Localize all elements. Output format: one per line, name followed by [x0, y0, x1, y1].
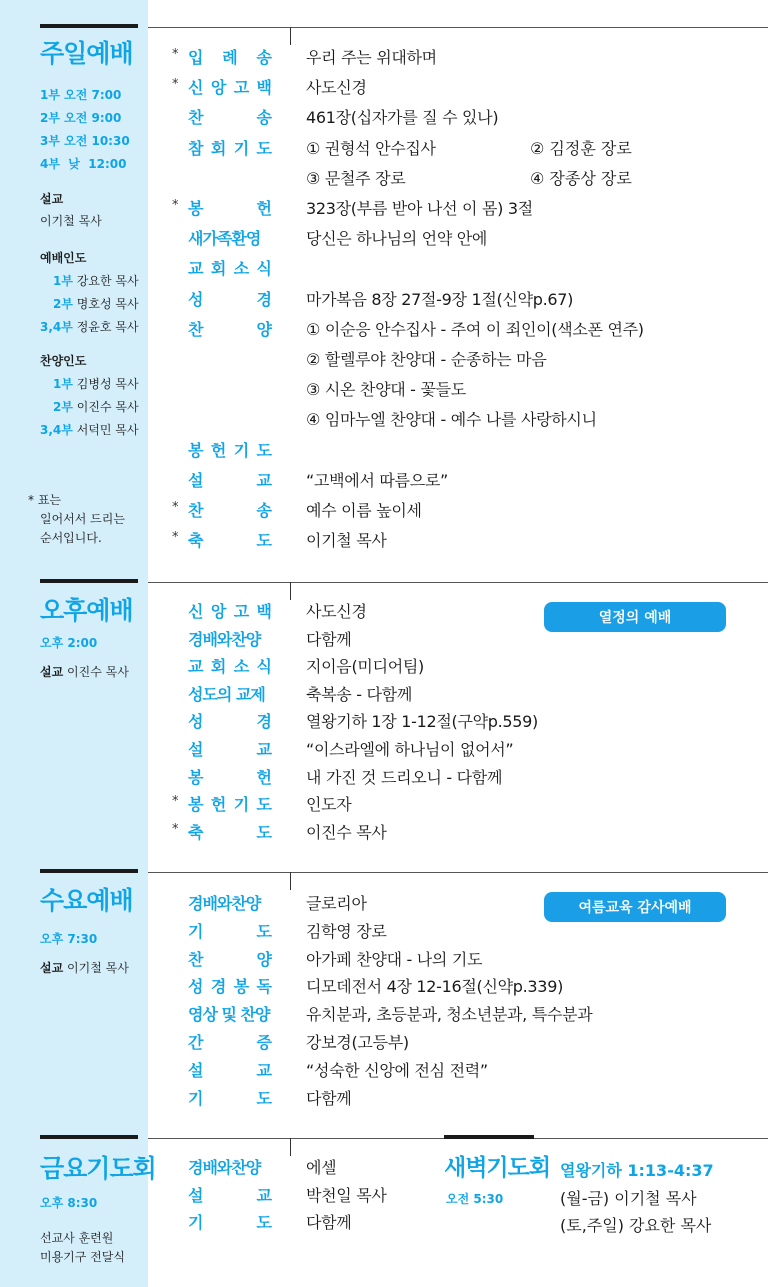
order-label: 성 경 — [188, 289, 272, 309]
order-value: 우리 주는 위대하며 — [306, 48, 437, 67]
order-value: 축복송 - 다함께 — [306, 684, 412, 704]
order-value: 박천일 목사 — [306, 1185, 387, 1205]
order-value: ④ 임마누엘 찬양대 - 예수 나를 사랑하시니 — [306, 410, 597, 430]
order-value: 마가복음 8장 27절-9장 1절(신약p.67) — [306, 289, 574, 309]
order-label: 설 교 — [188, 470, 272, 490]
order-row — [0, 974, 768, 1004]
order-label: 입 례 송 — [188, 48, 272, 67]
order-value: 유치분과, 초등분과, 청소년분과, 특수분과 — [306, 1005, 593, 1025]
order-value: 디모데전서 4장 12-16절(신약p.339) — [306, 977, 564, 997]
order-row — [0, 196, 768, 226]
order-row — [0, 498, 768, 528]
worship-leader-item: 1부 강요한 목사 — [53, 274, 139, 288]
order-label: 봉 헌 — [188, 199, 272, 218]
order-label: 찬 양 — [188, 949, 272, 969]
order-row — [0, 627, 768, 657]
order-value: 지이음(미디어팀) — [306, 657, 424, 677]
order-value: 글로리아 — [306, 894, 367, 913]
service-time: 2부 오전 9:00 — [40, 111, 122, 125]
order-label: 교 회 소 식 — [188, 259, 272, 279]
service-time: 오후 8:30 — [40, 1196, 98, 1210]
dawn-time: 오전 5:30 — [446, 1192, 504, 1206]
order-value: 다함께 — [306, 629, 352, 649]
order-row — [0, 765, 768, 795]
order-value: 예수 이름 높이세 — [306, 501, 422, 520]
praise-leader-item: 3,4부 서덕민 목사 — [40, 423, 139, 437]
order-row — [0, 947, 768, 977]
order-label: 설 교 — [188, 1060, 272, 1080]
divider-line — [148, 872, 768, 873]
order-row — [0, 45, 768, 75]
order-value: “이스라엘에 하나님이 없어서” — [306, 740, 514, 759]
service-time: 오후 2:00 — [40, 636, 98, 650]
sunday-service-section — [0, 0, 768, 582]
service-theme-badge: 열정의 예배 — [544, 602, 726, 632]
order-value: 김학영 장로 — [306, 921, 387, 941]
order-label: 영상 및 찬양 — [188, 1005, 270, 1025]
friday-note: 미용기구 전달식 — [40, 1250, 125, 1264]
order-label: 봉 헌 기 도 — [188, 440, 272, 460]
standing-star: * — [172, 77, 179, 93]
service-time: 3부 오전 10:30 — [40, 134, 130, 148]
order-label: 성도의 교제 — [188, 684, 265, 704]
service-time: 4부 낮 12:00 — [40, 157, 127, 171]
praise-leader-label: 찬양인도 — [40, 354, 87, 368]
order-label: 새가족환영 — [188, 229, 261, 249]
friday-service-section — [0, 1138, 768, 1287]
order-label: 봉 헌 — [188, 767, 272, 787]
order-label: 성 경 봉 독 — [188, 977, 272, 997]
order-label: 설 교 — [188, 1185, 272, 1205]
order-row — [0, 654, 768, 684]
section-title: 주일예배 — [40, 39, 133, 68]
section-top-rule — [40, 24, 138, 28]
worship-leader-item: 3,4부 정윤호 목사 — [40, 320, 139, 334]
order-row — [0, 709, 768, 739]
service-time: 오후 7:30 — [40, 932, 98, 946]
section-title: 수요예배 — [40, 886, 133, 915]
order-value: 내 가진 것 드리오니 - 다함께 — [306, 767, 503, 787]
order-row — [0, 891, 768, 921]
service-time: 1부 오전 7:00 — [40, 88, 122, 102]
sermon-line: 설교 이진수 목사 — [40, 665, 129, 679]
order-value: 다함께 — [306, 1213, 352, 1232]
order-value: 강보경(고등부) — [306, 1033, 409, 1052]
section-title: 오후예배 — [40, 596, 133, 625]
order-value: 아가페 찬양대 - 나의 기도 — [306, 949, 483, 969]
order-label: 신 앙 고 백 — [188, 602, 272, 621]
order-row — [0, 599, 768, 629]
order-value: 사도신경 — [306, 602, 367, 621]
order-row — [0, 919, 768, 949]
section-title: 금요기도회 — [40, 1154, 156, 1183]
divider-line — [148, 27, 768, 28]
order-row — [0, 75, 768, 105]
order-row — [0, 377, 768, 407]
standing-star: * — [172, 530, 179, 546]
order-row — [0, 166, 768, 196]
dawn-title: 새벽기도회 — [444, 1155, 551, 1181]
order-label: 기 도 — [188, 1213, 272, 1232]
order-label: 봉 헌 기 도 — [188, 795, 272, 815]
order-row — [0, 1002, 768, 1032]
standing-note: 일어서서 드리는 — [40, 512, 125, 526]
order-label: 교 회 소 식 — [188, 657, 272, 677]
order-row — [0, 1058, 768, 1088]
service-theme-badge: 여름교육 감사예배 — [544, 892, 726, 922]
order-value: 이기철 목사 — [306, 531, 387, 551]
order-value: ③ 문철주 장로 — [306, 168, 406, 188]
divider-line — [148, 582, 768, 583]
standing-star: * — [172, 500, 179, 515]
order-row — [0, 347, 768, 377]
order-row — [0, 820, 768, 850]
sermon-label: 설교 — [40, 192, 64, 206]
afternoon-service-section — [0, 582, 768, 872]
divider-tick — [290, 27, 291, 45]
order-row — [0, 317, 768, 347]
praise-leader-item: 2부 이진수 목사 — [53, 400, 139, 414]
order-value: 열왕기하 1장 1-12절(구약p.559) — [306, 712, 538, 732]
order-label: 설 교 — [188, 740, 272, 759]
dawn-leader-line: (월-금) 이기철 목사 — [560, 1189, 697, 1208]
divider-tick — [290, 582, 291, 600]
order-label: 경배와찬양 — [188, 894, 261, 913]
order-value: 이진수 목사 — [306, 822, 387, 842]
order-label: 찬 송 — [188, 108, 272, 128]
wednesday-service-section — [0, 872, 768, 1138]
order-value: 323장(부름 받아 나선 이 몸) 3절 — [306, 199, 533, 218]
section-top-rule — [40, 579, 138, 583]
order-row — [0, 256, 768, 286]
dawn-top-rule — [444, 1135, 534, 1139]
order-value: “성숙한 신앙에 전심 전력” — [306, 1060, 488, 1080]
order-value: 사도신경 — [306, 78, 367, 98]
order-label: 축 도 — [188, 531, 272, 551]
order-row — [0, 1030, 768, 1060]
order-row — [0, 737, 768, 767]
order-row — [0, 1086, 768, 1116]
divider-tick — [290, 1138, 291, 1156]
order-label: 간 증 — [188, 1033, 272, 1052]
order-row — [0, 407, 768, 437]
worship-leader-item: 2부 명호성 목사 — [53, 297, 139, 311]
order-row — [0, 528, 768, 558]
order-value-secondary: ④ 장종상 장로 — [530, 168, 632, 188]
dawn-leader-line: (토,주일) 강요한 목사 — [560, 1216, 712, 1235]
sermon-preacher: 이기철 목사 — [40, 214, 102, 228]
dawn-scripture: 열왕기하 1:13-4:37 — [560, 1161, 714, 1180]
standing-note: * 표는 — [28, 493, 61, 507]
standing-star: * — [172, 821, 179, 837]
order-label: 찬 양 — [188, 319, 272, 339]
order-label: 기 도 — [188, 1088, 272, 1108]
order-value-secondary: ② 김정훈 장로 — [530, 138, 632, 158]
order-value: 당신은 하나님의 언약 안에 — [306, 229, 488, 249]
order-label: 참 회 기 도 — [188, 138, 272, 158]
order-label: 경배와찬양 — [188, 629, 261, 649]
order-value: 다함께 — [306, 1088, 352, 1108]
divider-tick — [290, 872, 291, 890]
order-row — [0, 226, 768, 256]
order-row — [0, 105, 768, 135]
order-value: “고백에서 따름으로” — [306, 470, 449, 490]
praise-leader-item: 1부 김병성 목사 — [53, 377, 139, 391]
sermon-line: 설교 이기철 목사 — [40, 961, 129, 975]
order-value: ② 할렐루야 찬양대 - 순종하는 마음 — [306, 350, 547, 369]
order-value: ① 이순응 안수집사 - 주여 이 죄인이(색소폰 연주) — [306, 319, 644, 339]
order-label: 축 도 — [188, 822, 272, 842]
order-value: 인도자 — [306, 795, 352, 815]
order-row — [0, 136, 768, 166]
order-row — [0, 792, 768, 822]
order-label: 기 도 — [188, 921, 272, 941]
order-value: 에셀 — [306, 1158, 337, 1177]
standing-star: * — [172, 794, 179, 810]
standing-star: * — [172, 198, 179, 213]
section-top-rule — [40, 1135, 138, 1139]
order-row — [0, 438, 768, 468]
order-value: ③ 시온 찬양대 - 꽃들도 — [306, 380, 466, 400]
order-label: 찬 송 — [188, 501, 272, 520]
order-value: 461장(십자가를 질 수 있나) — [306, 108, 499, 128]
order-row — [0, 468, 768, 498]
friday-note: 선교사 훈련원 — [40, 1231, 114, 1245]
order-label: 신 앙 고 백 — [188, 78, 272, 98]
section-top-rule — [40, 869, 138, 873]
order-label: 성 경 — [188, 712, 272, 732]
standing-note: 순서입니다. — [40, 531, 102, 545]
worship-leader-label: 예배인도 — [40, 251, 87, 265]
order-label: 경배와찬양 — [188, 1158, 261, 1177]
order-row — [0, 287, 768, 317]
order-value: ① 권형석 안수집사 — [306, 138, 436, 158]
standing-star: * — [172, 47, 179, 62]
order-row — [0, 682, 768, 712]
